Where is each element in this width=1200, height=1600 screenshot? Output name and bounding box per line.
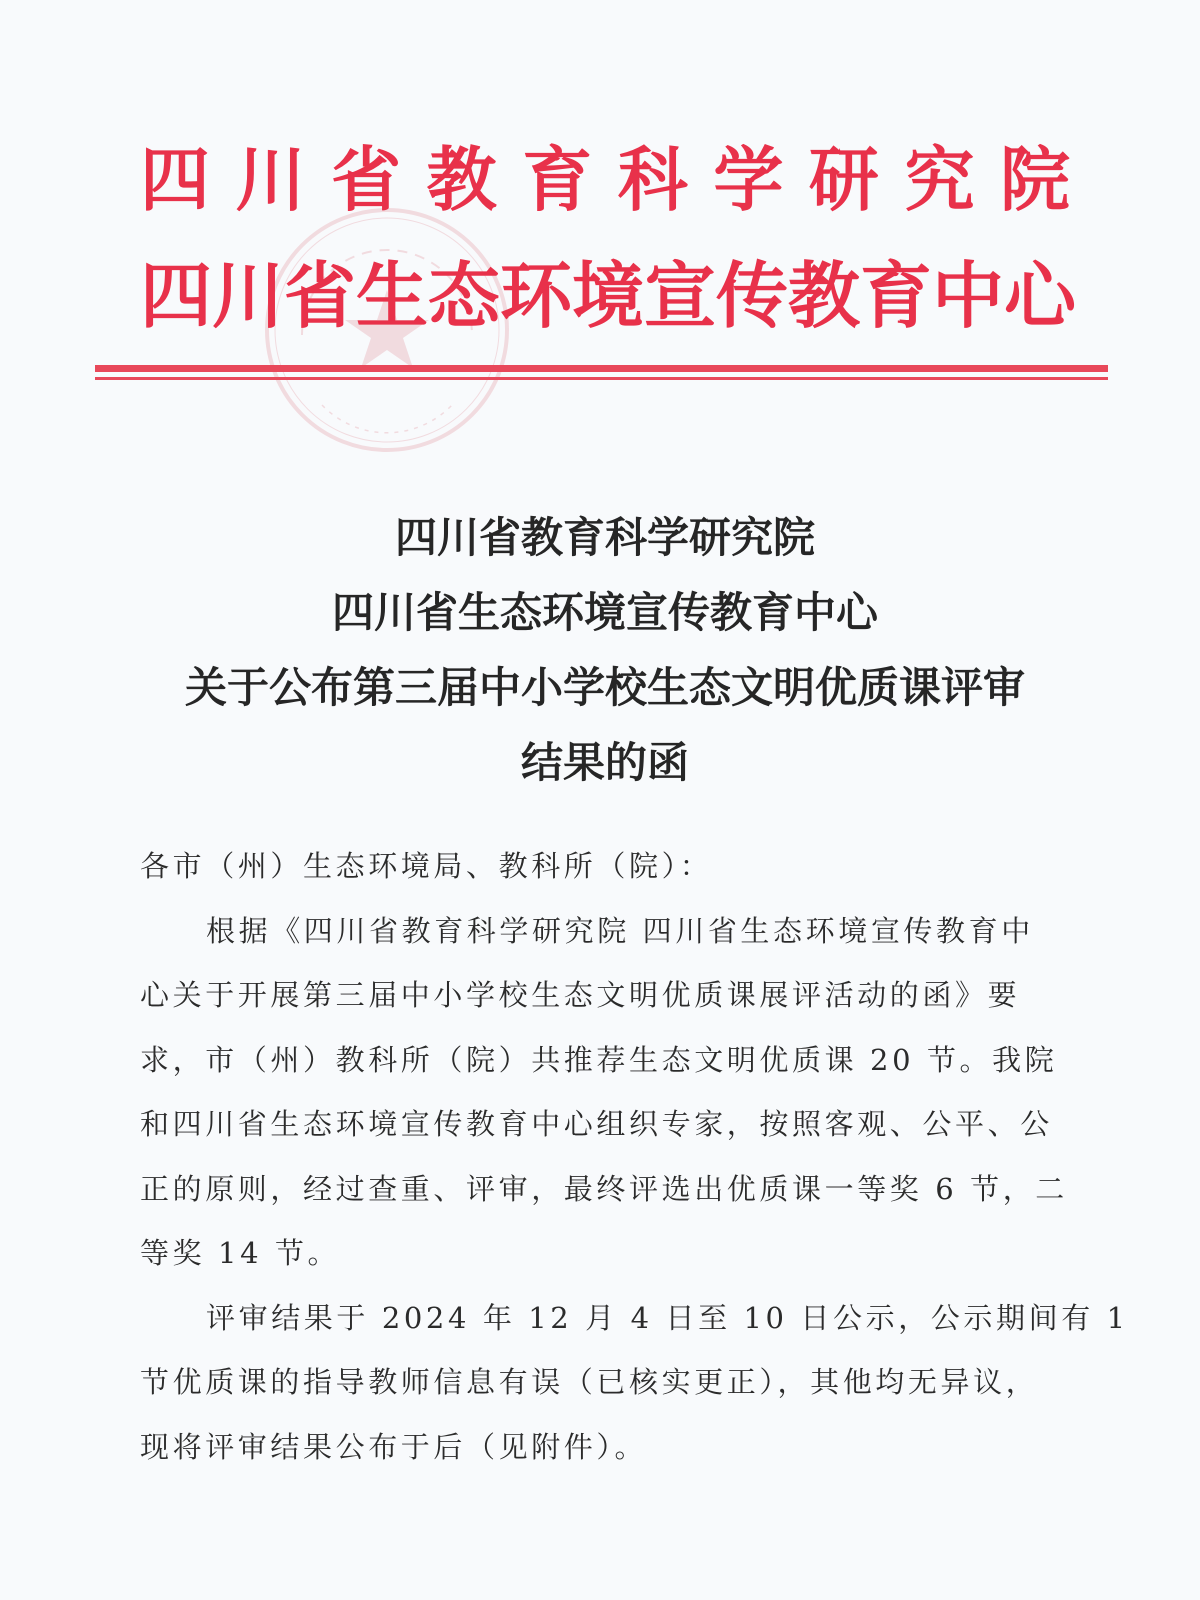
letterhead-institute-name: 四川省教育科学研究院 — [140, 139, 1070, 221]
paragraph-line: 等奖 14 节。 — [140, 1236, 341, 1270]
paragraph-review-summary — [140, 899, 1070, 1286]
paragraph-line: 评审结果于 2024 年 12 月 4 日至 10 日公示，公示期间有 1 — [206, 1300, 1129, 1335]
document-body — [140, 834, 1129, 1479]
letterhead-divider-thick — [95, 365, 1108, 372]
title-line: 四川省教育科学研究院 — [394, 513, 815, 562]
letterhead-divider-thin — [95, 377, 1108, 380]
title-line: 关于公布第三届中小学校生态文明优质课评审 — [184, 663, 1025, 712]
paragraph-line: 求，市（州）教科所（院）共推荐生态文明优质课 20 节。我院 — [140, 1042, 1058, 1077]
paragraph-line: 心关于开展第三届中小学校生态文明优质课展评活动的函》要 — [140, 978, 1021, 1012]
letterhead-center-name: 四川省生态环境宣传教育中心 — [140, 254, 1077, 338]
paragraph-line: 根据《四川省教育科学研究院 四川省生态环境宣传教育中 — [206, 913, 1034, 948]
paragraph-line: 和四川省生态环境宣传教育中心组织专家，按照客观、公平、公 — [140, 1107, 1053, 1141]
paragraph-line: 现将评审结果公布于后（见附件）。 — [140, 1429, 648, 1464]
paragraph-line: 正的原则，经过查重、评审，最终评选出优质课一等奖 6 节，二 — [140, 1171, 1068, 1206]
document-title — [140, 500, 1070, 800]
title-line: 结果的函 — [520, 738, 689, 787]
title-line: 四川省生态环境宣传教育中心 — [331, 588, 878, 637]
salutation: 各市（州）生态环境局、教科所（院）： — [140, 849, 713, 883]
paragraph-line: 节优质课的指导教师信息有误（已核实更正），其他均无异议， — [140, 1365, 1039, 1399]
paragraph-publicity-result — [140, 1286, 1129, 1480]
